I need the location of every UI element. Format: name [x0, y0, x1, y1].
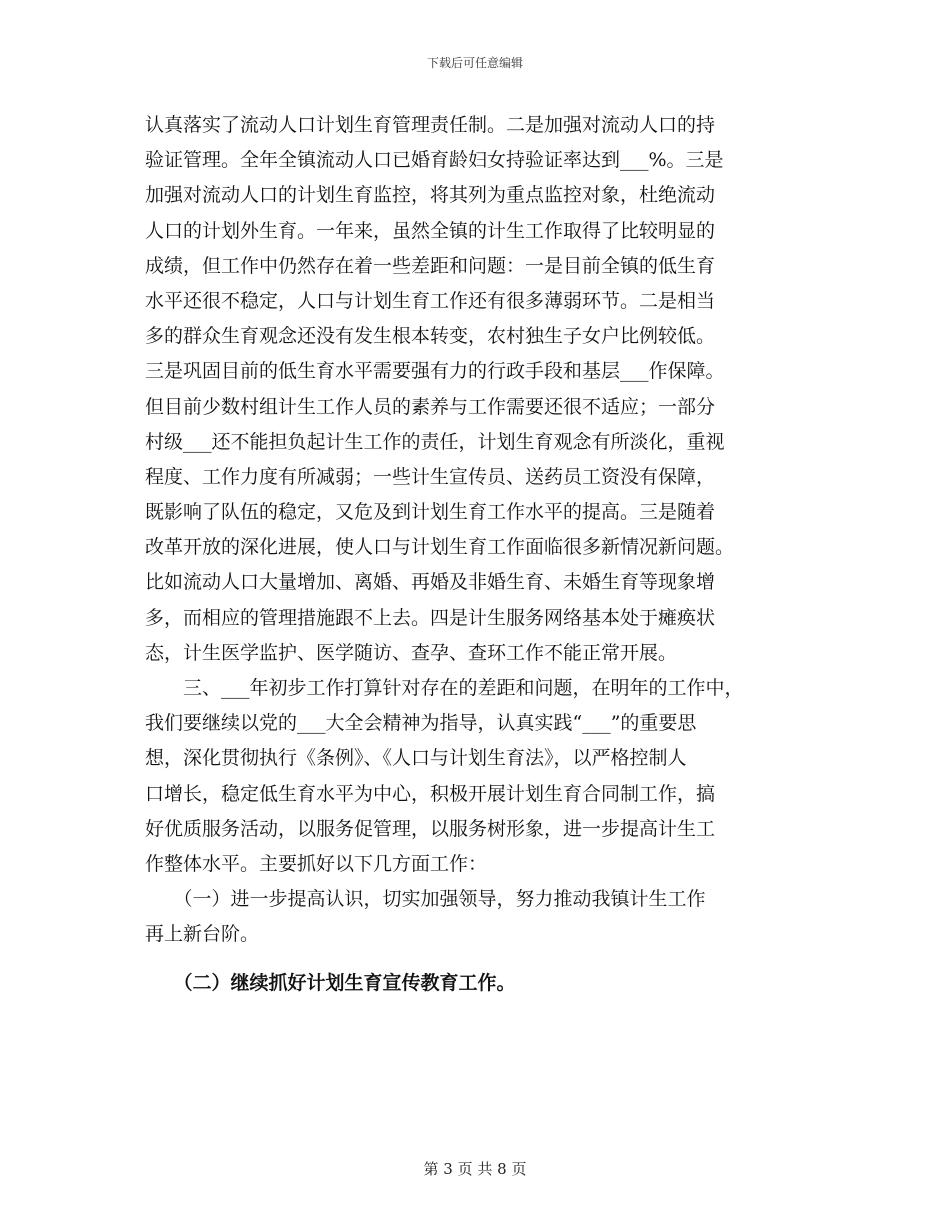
text-line: 我们要继续以党的___大全会精神为指导，认真实践“___”的重要思 — [145, 712, 697, 735]
text-line: 三是巩固目前的低生育水平需要强有力的行政手段和基层___作保障。 — [145, 360, 725, 383]
text-line: 但目前少数村组计生工作人员的素养与工作需要还很不适应；一部分 — [145, 395, 716, 418]
text-line: 水平还很不稳定，人口与计划生育工作还有很多薄弱环节。二是相当 — [145, 289, 716, 312]
text-line: 既影响了队伍的稳定，又危及到计划生育工作水平的提高。三是随着 — [145, 501, 716, 524]
text-line: 村级___还不能担负起计生工作的责任，计划生育观念有所淡化，重视 — [145, 430, 725, 453]
text-line: 加强对流动人口的计划生育监控，将其列为重点监控对象，杜绝流动 — [145, 184, 716, 207]
text-line: 比如流动人口大量增加、离婚、再婚及非婚生育、未婚生育等现象增 — [145, 571, 716, 594]
text-line: 验证管理。全年全镇流动人口已婚育龄妇女持验证率达到___%。三是 — [145, 149, 724, 172]
text-line: 好优质服务活动，以服务促管理，以服务树形象，进一步提高计生工 — [145, 817, 716, 840]
text-line: 想，深化贯彻执行《条例》、《人口与计划生育法》，以严格控制人 — [145, 747, 687, 770]
text-line: 改革开放的深化进展，使人口与计划生育工作面临很多新情况新问题。 — [145, 536, 735, 559]
text-line: 多，而相应的管理措施跟不上去。四是计生服务网络基本处于瘫痪状 — [145, 606, 716, 629]
text-line: 程度、工作力度有所减弱；一些计生宣传员、送药员工资没有保障， — [145, 465, 716, 488]
page-number: 第 3 页 共 8 页 — [423, 1160, 527, 1178]
text-line: 人口的计划外生育。一年来，虽然全镇的计生工作取得了比较明显的 — [145, 219, 716, 242]
text-line: 作整体水平。主要抓好以下几方面工作： — [145, 852, 488, 875]
document-body — [145, 108, 807, 1001]
section-heading: （二）继续抓好计划生育宣传教育工作。 — [145, 971, 516, 994]
text-line: 认真落实了流动人口计划生育管理责任制。二是加强对流动人口的持 — [145, 114, 716, 136]
paragraph-gap — [145, 953, 807, 966]
text-line: （一）进一步提高认识，切实加强领导，努力推动我镇计生工作 — [145, 888, 706, 911]
text-line: 口增长，稳定低生育水平为中心，积极开展计划生育合同制工作，搞 — [145, 782, 716, 805]
text-line: 三、___年初步工作打算针对存在的差距和问题，在明年的工作中， — [145, 677, 744, 699]
text-line: 态，计生医学监护、医学随访、查孕、查环工作不能正常开展。 — [145, 641, 678, 664]
text-line: 多的群众生育观念还没有发生根本转变，农村独生子女户比例较低。 — [145, 325, 716, 348]
page-header: 下载后可任意编辑 — [426, 56, 523, 70]
text-line: 再上新台阶。 — [145, 923, 260, 946]
text-line: 成绩，但工作中仍然存在着一些差距和问题：一是目前全镇的低生育 — [145, 254, 716, 277]
